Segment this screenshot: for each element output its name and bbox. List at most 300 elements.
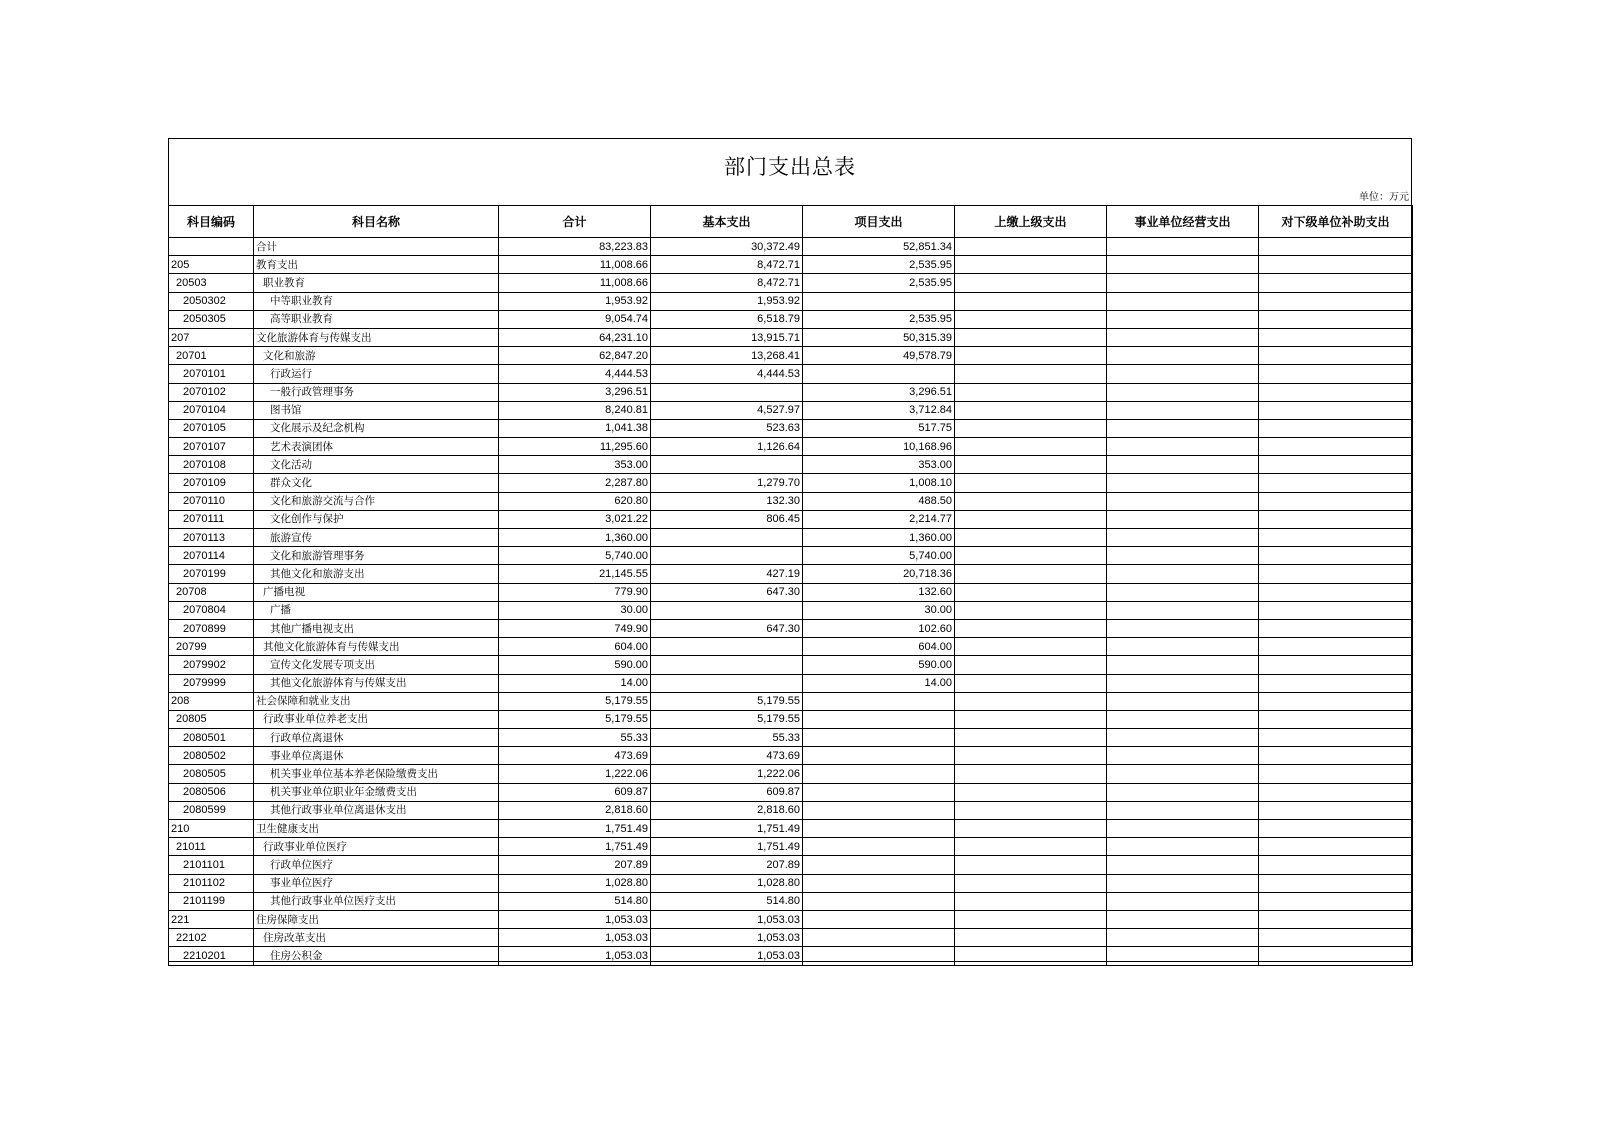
cell-basic: 1,953.92: [651, 292, 803, 310]
cell-total: 1,028.80: [499, 874, 651, 892]
cell-basic: [651, 547, 803, 565]
cell-name: 图书馆: [254, 401, 499, 419]
cell-project: 2,535.95: [803, 310, 955, 328]
cell-upper: [955, 601, 1107, 619]
cell-business: [1107, 910, 1259, 928]
table-row: [169, 292, 1413, 310]
cell-code: 221: [169, 910, 254, 928]
cell-code: 2210201: [169, 947, 254, 965]
cell-business: [1107, 929, 1259, 947]
table-row: [169, 801, 1413, 819]
cell-project: [803, 747, 955, 765]
table-row: [169, 692, 1413, 710]
cell-upper: [955, 401, 1107, 419]
cell-name: 行政事业单位养老支出: [254, 710, 499, 728]
cell-name: 文化和旅游: [254, 347, 499, 365]
cell-basic: 473.69: [651, 747, 803, 765]
cell-name: 文化和旅游交流与合作: [254, 492, 499, 510]
table-row: [169, 256, 1413, 274]
cell-name: 事业单位医疗: [254, 874, 499, 892]
cell-business: [1107, 510, 1259, 528]
cell-total: 14.00: [499, 674, 651, 692]
cell-project: 604.00: [803, 638, 955, 656]
cell-business: [1107, 674, 1259, 692]
cell-basic: 30,372.49: [651, 238, 803, 256]
cell-business: [1107, 419, 1259, 437]
cell-subsidy: [1259, 729, 1413, 747]
cell-upper: [955, 856, 1107, 874]
cell-project: [803, 820, 955, 838]
cell-subsidy: [1259, 765, 1413, 783]
cell-code: 2080599: [169, 801, 254, 819]
cell-business: [1107, 656, 1259, 674]
cell-code: 2079902: [169, 656, 254, 674]
cell-upper: [955, 456, 1107, 474]
cell-upper: [955, 638, 1107, 656]
cell-upper: [955, 419, 1107, 437]
cell-total: 5,740.00: [499, 547, 651, 565]
cell-code: 205: [169, 256, 254, 274]
cell-subsidy: [1259, 619, 1413, 637]
cell-total: 207.89: [499, 856, 651, 874]
cell-project: 30.00: [803, 601, 955, 619]
header-project: 项目支出: [803, 206, 955, 238]
cell-total: 1,751.49: [499, 820, 651, 838]
cell-name: 一般行政管理事务: [254, 383, 499, 401]
cell-basic: 1,126.64: [651, 438, 803, 456]
cell-total: 1,222.06: [499, 765, 651, 783]
table-row: [169, 547, 1413, 565]
cell-code: 2070111: [169, 510, 254, 528]
cell-total: 604.00: [499, 638, 651, 656]
cell-business: [1107, 547, 1259, 565]
cell-name: 文化旅游体育与传媒支出: [254, 328, 499, 346]
cell-basic: 1,751.49: [651, 820, 803, 838]
cell-upper: [955, 438, 1107, 456]
cell-code: 2070804: [169, 601, 254, 619]
cell-upper: [955, 474, 1107, 492]
cell-basic: [651, 601, 803, 619]
cell-code: 2070105: [169, 419, 254, 437]
cell-name: 住房改革支出: [254, 929, 499, 947]
cell-upper: [955, 820, 1107, 838]
cell-upper: [955, 692, 1107, 710]
table-row: [169, 583, 1413, 601]
cell-code: 2070101: [169, 365, 254, 383]
cell-code: 2080501: [169, 729, 254, 747]
cell-business: [1107, 401, 1259, 419]
cell-name: 文化活动: [254, 456, 499, 474]
cell-project: 1,008.10: [803, 474, 955, 492]
cell-subsidy: [1259, 638, 1413, 656]
table-body: [169, 238, 1413, 966]
cell-project: [803, 292, 955, 310]
cell-upper: [955, 892, 1107, 910]
cell-upper: [955, 365, 1107, 383]
table-row: [169, 238, 1413, 256]
cell-upper: [955, 347, 1107, 365]
cell-code: 2079999: [169, 674, 254, 692]
cell-name: 宣传文化发展专项支出: [254, 656, 499, 674]
page-title: 部门支出总表: [724, 155, 856, 179]
cell-project: 14.00: [803, 674, 955, 692]
cell-code: 2070113: [169, 529, 254, 547]
cell-subsidy: [1259, 547, 1413, 565]
cell-project: 10,168.96: [803, 438, 955, 456]
table-row: [169, 638, 1413, 656]
table-row: [169, 310, 1413, 328]
cell-total: 2,818.60: [499, 801, 651, 819]
cell-project: 52,851.34: [803, 238, 955, 256]
cell-subsidy: [1259, 256, 1413, 274]
cell-basic: 1,279.70: [651, 474, 803, 492]
cell-total: 514.80: [499, 892, 651, 910]
cell-basic: 207.89: [651, 856, 803, 874]
cell-project: [803, 892, 955, 910]
cell-code: 210: [169, 820, 254, 838]
cell-basic: 55.33: [651, 729, 803, 747]
cell-subsidy: [1259, 747, 1413, 765]
cell-name: 其他行政事业单位离退休支出: [254, 801, 499, 819]
cell-total: 8,240.81: [499, 401, 651, 419]
cell-name: 行政单位医疗: [254, 856, 499, 874]
cell-total: 2,287.80: [499, 474, 651, 492]
cell-total: 1,751.49: [499, 838, 651, 856]
cell-subsidy: [1259, 347, 1413, 365]
cell-total: 1,041.38: [499, 419, 651, 437]
cell-business: [1107, 619, 1259, 637]
cell-subsidy: [1259, 474, 1413, 492]
cell-project: 3,296.51: [803, 383, 955, 401]
cell-code: 2070107: [169, 438, 254, 456]
cell-business: [1107, 474, 1259, 492]
cell-name: 广播电视: [254, 583, 499, 601]
cell-code: 22102: [169, 929, 254, 947]
cell-business: [1107, 765, 1259, 783]
cell-code: 2070199: [169, 565, 254, 583]
header-basic: 基本支出: [651, 206, 803, 238]
cell-total: 55.33: [499, 729, 651, 747]
cell-basic: 1,053.03: [651, 929, 803, 947]
cell-subsidy: [1259, 401, 1413, 419]
cell-project: [803, 729, 955, 747]
cell-business: [1107, 292, 1259, 310]
cell-basic: 647.30: [651, 583, 803, 601]
cell-code: 20503: [169, 274, 254, 292]
cell-basic: 806.45: [651, 510, 803, 528]
table-row: [169, 783, 1413, 801]
cell-upper: [955, 947, 1107, 965]
cell-project: 1,360.00: [803, 529, 955, 547]
cell-business: [1107, 838, 1259, 856]
cell-basic: [651, 638, 803, 656]
cell-business: [1107, 347, 1259, 365]
cell-total: 590.00: [499, 656, 651, 674]
table-row: [169, 328, 1413, 346]
cell-code: 2070899: [169, 619, 254, 637]
cell-code: 2070110: [169, 492, 254, 510]
cell-subsidy: [1259, 529, 1413, 547]
cell-name: 事业单位离退休: [254, 747, 499, 765]
cell-subsidy: [1259, 783, 1413, 801]
cell-basic: 132.30: [651, 492, 803, 510]
cell-total: 609.87: [499, 783, 651, 801]
table-row: [169, 656, 1413, 674]
cell-total: 9,054.74: [499, 310, 651, 328]
table-row: [169, 365, 1413, 383]
header-subsidy: 对下级单位补助支出: [1259, 206, 1413, 238]
cell-upper: [955, 619, 1107, 637]
cell-subsidy: [1259, 438, 1413, 456]
cell-project: [803, 856, 955, 874]
cell-name: 中等职业教育: [254, 292, 499, 310]
cell-code: 20708: [169, 583, 254, 601]
cell-project: 2,535.95: [803, 256, 955, 274]
cell-name: 合计: [254, 238, 499, 256]
table-row: [169, 401, 1413, 419]
header-name: 科目名称: [254, 206, 499, 238]
cell-total: 5,179.55: [499, 692, 651, 710]
cell-basic: 514.80: [651, 892, 803, 910]
header-business: 事业单位经营支出: [1107, 206, 1259, 238]
cell-business: [1107, 274, 1259, 292]
cell-name: 其他文化旅游体育与传媒支出: [254, 638, 499, 656]
cell-name: 群众文化: [254, 474, 499, 492]
cell-upper: [955, 565, 1107, 583]
cell-project: 590.00: [803, 656, 955, 674]
cell-project: [803, 783, 955, 801]
table-row: [169, 929, 1413, 947]
cell-upper: [955, 838, 1107, 856]
cell-upper: [955, 547, 1107, 565]
cell-upper: [955, 492, 1107, 510]
cell-basic: 5,179.55: [651, 710, 803, 728]
cell-basic: 1,222.06: [651, 765, 803, 783]
cell-project: 49,578.79: [803, 347, 955, 365]
table-row: [169, 710, 1413, 728]
cell-total: 21,145.55: [499, 565, 651, 583]
expenditure-table: [168, 205, 1413, 966]
cell-total: 3,021.22: [499, 510, 651, 528]
cell-subsidy: [1259, 383, 1413, 401]
table-row: [169, 419, 1413, 437]
cell-business: [1107, 947, 1259, 965]
cell-subsidy: [1259, 838, 1413, 856]
cell-upper: [955, 328, 1107, 346]
cell-basic: [651, 656, 803, 674]
cell-name: 机关事业单位基本养老保险缴费支出: [254, 765, 499, 783]
table-row: [169, 838, 1413, 856]
table-row: [169, 910, 1413, 928]
cell-upper: [955, 274, 1107, 292]
table-row: [169, 729, 1413, 747]
cell-total: 11,295.60: [499, 438, 651, 456]
cell-project: [803, 365, 955, 383]
cell-business: [1107, 492, 1259, 510]
cell-project: [803, 874, 955, 892]
cell-subsidy: [1259, 292, 1413, 310]
cell-subsidy: [1259, 947, 1413, 965]
cell-project: 517.75: [803, 419, 955, 437]
cell-business: [1107, 729, 1259, 747]
cell-upper: [955, 747, 1107, 765]
cell-total: 749.90: [499, 619, 651, 637]
table-row: [169, 874, 1413, 892]
cell-business: [1107, 820, 1259, 838]
cell-subsidy: [1259, 419, 1413, 437]
table-row: [169, 765, 1413, 783]
cell-total: 353.00: [499, 456, 651, 474]
cell-total: 779.90: [499, 583, 651, 601]
table-row: [169, 619, 1413, 637]
cell-subsidy: [1259, 583, 1413, 601]
cell-project: [803, 801, 955, 819]
header-total: 合计: [499, 206, 651, 238]
cell-upper: [955, 383, 1107, 401]
table-row: [169, 747, 1413, 765]
cell-total: 620.80: [499, 492, 651, 510]
cell-project: [803, 947, 955, 965]
cell-code: 2070108: [169, 456, 254, 474]
cell-code: 2080505: [169, 765, 254, 783]
table-row: [169, 274, 1413, 292]
cell-basic: 523.63: [651, 419, 803, 437]
table-row: [169, 474, 1413, 492]
cell-basic: 1,751.49: [651, 838, 803, 856]
cell-total: 1,053.03: [499, 910, 651, 928]
cell-total: 1,053.03: [499, 947, 651, 965]
cell-subsidy: [1259, 310, 1413, 328]
cell-code: 20805: [169, 710, 254, 728]
table-row: [169, 492, 1413, 510]
cell-upper: [955, 929, 1107, 947]
cell-code: 2080506: [169, 783, 254, 801]
unit-label: 单位：万元: [1359, 192, 1409, 203]
cell-total: 1,053.03: [499, 929, 651, 947]
cell-business: [1107, 529, 1259, 547]
cell-upper: [955, 656, 1107, 674]
cell-subsidy: [1259, 456, 1413, 474]
cell-basic: [651, 383, 803, 401]
cell-business: [1107, 692, 1259, 710]
cell-code: 21011: [169, 838, 254, 856]
cell-business: [1107, 365, 1259, 383]
cell-business: [1107, 256, 1259, 274]
table-row: [169, 674, 1413, 692]
cell-code: 2070114: [169, 547, 254, 565]
cell-subsidy: [1259, 565, 1413, 583]
table-row: [169, 601, 1413, 619]
cell-subsidy: [1259, 365, 1413, 383]
cell-name: 其他文化和旅游支出: [254, 565, 499, 583]
table-row: [169, 438, 1413, 456]
cell-subsidy: [1259, 328, 1413, 346]
cell-name: 社会保障和就业支出: [254, 692, 499, 710]
cell-name: 其他广播电视支出: [254, 619, 499, 637]
cell-basic: 1,028.80: [651, 874, 803, 892]
cell-project: 102.60: [803, 619, 955, 637]
cell-business: [1107, 456, 1259, 474]
expenditure-sheet: [168, 138, 1412, 962]
cell-upper: [955, 765, 1107, 783]
cell-total: 473.69: [499, 747, 651, 765]
cell-upper: [955, 510, 1107, 528]
cell-upper: [955, 583, 1107, 601]
cell-subsidy: [1259, 492, 1413, 510]
cell-basic: 4,444.53: [651, 365, 803, 383]
cell-name: 教育支出: [254, 256, 499, 274]
cell-business: [1107, 801, 1259, 819]
cell-business: [1107, 747, 1259, 765]
cell-subsidy: [1259, 692, 1413, 710]
table-row: [169, 383, 1413, 401]
cell-upper: [955, 292, 1107, 310]
cell-name: 旅游宣传: [254, 529, 499, 547]
cell-code: 207: [169, 328, 254, 346]
cell-name: 高等职业教育: [254, 310, 499, 328]
cell-project: [803, 838, 955, 856]
table-row: [169, 565, 1413, 583]
cell-subsidy: [1259, 929, 1413, 947]
cell-business: [1107, 238, 1259, 256]
cell-code: 208: [169, 692, 254, 710]
cell-subsidy: [1259, 801, 1413, 819]
cell-name: 文化展示及纪念机构: [254, 419, 499, 437]
cell-total: 4,444.53: [499, 365, 651, 383]
cell-upper: [955, 238, 1107, 256]
cell-total: 64,231.10: [499, 328, 651, 346]
table-row: [169, 456, 1413, 474]
cell-upper: [955, 529, 1107, 547]
cell-basic: 2,818.60: [651, 801, 803, 819]
cell-code: 2050302: [169, 292, 254, 310]
cell-project: 50,315.39: [803, 328, 955, 346]
cell-business: [1107, 710, 1259, 728]
cell-upper: [955, 256, 1107, 274]
cell-total: 1,360.00: [499, 529, 651, 547]
cell-project: 2,535.95: [803, 274, 955, 292]
cell-name: 其他文化旅游体育与传媒支出: [254, 674, 499, 692]
cell-project: [803, 910, 955, 928]
cell-total: 3,296.51: [499, 383, 651, 401]
table-row: [169, 820, 1413, 838]
table-row: [169, 529, 1413, 547]
cell-name: 其他行政事业单位医疗支出: [254, 892, 499, 910]
cell-upper: [955, 874, 1107, 892]
cell-project: [803, 929, 955, 947]
cell-upper: [955, 310, 1107, 328]
cell-business: [1107, 383, 1259, 401]
cell-name: 住房保障支出: [254, 910, 499, 928]
cell-subsidy: [1259, 820, 1413, 838]
cell-project: 3,712.84: [803, 401, 955, 419]
cell-business: [1107, 874, 1259, 892]
cell-code: 2070109: [169, 474, 254, 492]
cell-subsidy: [1259, 656, 1413, 674]
cell-total: 11,008.66: [499, 274, 651, 292]
cell-basic: 647.30: [651, 619, 803, 637]
table-row: [169, 856, 1413, 874]
cell-business: [1107, 601, 1259, 619]
cell-code: 20701: [169, 347, 254, 365]
cell-project: 353.00: [803, 456, 955, 474]
cell-business: [1107, 638, 1259, 656]
cell-code: 2070104: [169, 401, 254, 419]
cell-code: 2050305: [169, 310, 254, 328]
cell-name: 机关事业单位职业年金缴费支出: [254, 783, 499, 801]
cell-basic: 13,915.71: [651, 328, 803, 346]
cell-basic: 13,268.41: [651, 347, 803, 365]
